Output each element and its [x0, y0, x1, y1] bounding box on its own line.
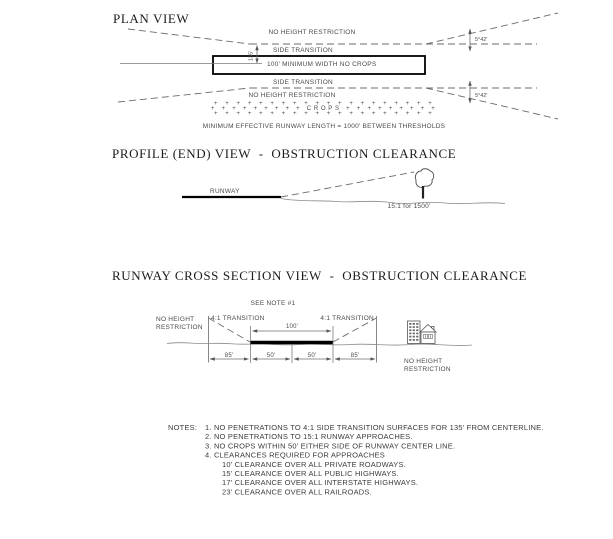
- note-item-4a: 10' CLEARANCE OVER ALL PRIVATE ROADWAYS.: [222, 459, 406, 469]
- splay-angle-bottom-label: 5°42': [475, 93, 488, 99]
- runway-width-dim-label: 100': [286, 324, 298, 330]
- note-item-4c: 17' CLEARANCE OVER ALL INTERSTATE HIGHWAYS.: [222, 478, 419, 488]
- note-item-4: 4. CLEARANCES REQUIRED FOR APPROACHES: [205, 450, 385, 460]
- note-item-3: 3. NO CROPS WITHIN 50' EITHER SIDE OF RUNWAY CENTER LINE.: [205, 441, 456, 451]
- splay-angle-top-label: 5°42': [475, 37, 488, 43]
- runway-label: RUNWAY: [210, 188, 240, 195]
- approach-slope-label: 15:1 for 1500': [387, 203, 431, 210]
- cross-section-view: [112, 268, 527, 373]
- transition-left-label: 4:1 TRANSITION: [211, 315, 265, 322]
- approach-slope-line: [281, 172, 414, 197]
- tree-canopy: [415, 169, 433, 188]
- crops-row-middle: + + + + + + + + + CROPS + + + + + + + + +: [211, 106, 435, 112]
- cross-section-title: RUNWAY CROSS SECTION VIEW - OBSTRUCTION CLEARANCE: [112, 268, 528, 283]
- notes-heading: NOTES:: [168, 423, 198, 432]
- crops-row-top: + + + + + + + + + + + + + + + + + + + +: [214, 101, 432, 107]
- house-icon: [420, 325, 436, 344]
- plan-view-title: PLAN VIEW: [113, 11, 190, 26]
- centerline-offset-dim-label: 135': [248, 50, 255, 62]
- bottom-dimension-lines: [210, 353, 375, 359]
- dim-label-50-right: 50': [307, 353, 317, 359]
- tree-icon: [415, 169, 433, 199]
- approach-splay-line-top-right: [426, 13, 558, 44]
- side-transition-top-label: SIDE TRANSITION: [273, 47, 333, 54]
- note-item-2: 2. NO PENETRATIONS TO 15:1 RUNWAY APPROACHES.: [205, 432, 413, 442]
- min-runway-length-note: MINIMUM EFFECTIVE RUNWAY LENGTH = 1000' BETWEEN THRESHOLDS: [202, 123, 446, 130]
- no-height-restriction-right-line2: RESTRICTION: [404, 366, 451, 373]
- dim-label-50-left: 50': [266, 353, 276, 359]
- note-item-1: 1. NO PENETRATIONS TO 4:1 SIDE TRANSITION SURFACES FOR 135' FROM CENTERLINE.: [205, 423, 544, 432]
- crops-row-bottom: + + + + + + + + + + + + + + + + + + + +: [214, 111, 432, 117]
- no-height-restriction-bottom-label: NO HEIGHT RESTRICTION: [248, 92, 336, 99]
- runway-strip-label: 100' MINIMUM WIDTH NO CROPS: [267, 61, 377, 68]
- plan-view: [113, 11, 558, 130]
- no-height-restriction-top-label: NO HEIGHT RESTRICTION: [268, 29, 356, 36]
- approach-splay-line-bottom-left: [118, 88, 250, 102]
- side-transition-bottom-label: SIDE TRANSITION: [273, 79, 333, 86]
- profile-view: [112, 146, 505, 210]
- house-body: [421, 332, 435, 344]
- dim-label-85-left: 85': [224, 353, 234, 359]
- no-height-restriction-left-line1: NO HEIGHT: [156, 316, 195, 323]
- no-height-restriction-left-line2: RESTRICTION: [156, 324, 203, 331]
- dim-label-85-right: 85': [350, 353, 360, 359]
- approach-splay-line-top-left: [128, 29, 250, 44]
- profile-view-title: PROFILE (END) VIEW - OBSTRUCTION CLEARANCE: [112, 146, 457, 161]
- note-item-4b: 15' CLEARANCE OVER ALL PUBLIC HIGHWAYS.: [222, 469, 399, 478]
- see-note-label: SEE NOTE #1: [250, 300, 296, 307]
- transition-right-label: 4:1 TRANSITION: [320, 315, 374, 322]
- note-item-4d: 23' CLEARANCE OVER ALL RAILROADS.: [222, 487, 372, 497]
- crops-field: [211, 101, 435, 117]
- building-icon: [408, 321, 421, 344]
- approach-splay-line-bottom-right: [426, 88, 558, 119]
- notes-block: [168, 423, 544, 496]
- no-height-restriction-right-line1: NO HEIGHT: [404, 358, 443, 365]
